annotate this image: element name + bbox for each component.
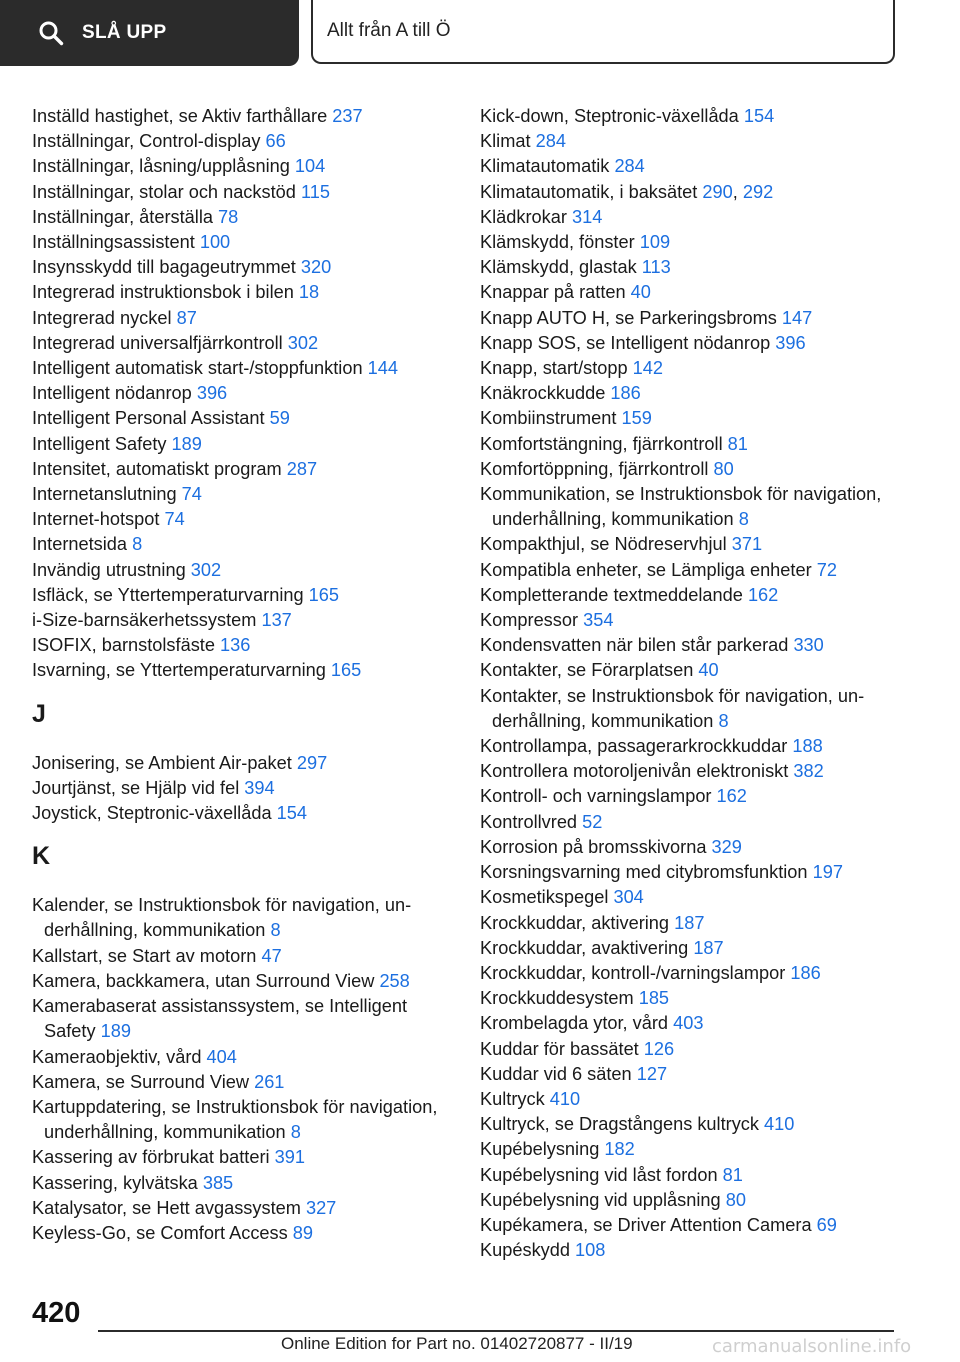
index-term: Katalysator, se Hett avgassystem [32, 1197, 306, 1218]
index-term: Isfläck, se Yttertemperaturvarning [32, 584, 309, 605]
page-link[interactable]: 258 [379, 970, 410, 991]
page-link[interactable]: 188 [792, 736, 823, 757]
index-term: Kallstart, se Start av motorn [32, 945, 262, 966]
index-term: Kontakter, se Instruktionsbok för navigation, underhållning, kommunikation [480, 685, 865, 731]
page-link[interactable]: 410 [764, 1114, 795, 1135]
page-link[interactable]: 59 [269, 408, 290, 429]
index-entry [480, 810, 900, 835]
index-entry [32, 1045, 442, 1070]
index-term: Kupékamera, se Driver Attention Camera [480, 1214, 817, 1235]
index-entry [480, 432, 900, 457]
page-link[interactable]: 87 [176, 307, 197, 328]
index-entry [32, 1145, 442, 1170]
index-term: Kuddar vid 6 säten [480, 1063, 637, 1084]
page-link[interactable]: 113 [641, 257, 671, 278]
page-link[interactable]: 127 [636, 1063, 668, 1084]
index-term: Isvarning, se Yttertemperaturvarning [32, 660, 331, 681]
page-link[interactable]: 261 [254, 1071, 285, 1092]
index-term: Intelligent automatisk start-/stoppfunktion [32, 358, 368, 379]
index-term: Kontroll- och varningslampor [480, 786, 717, 807]
index-term: Klimat [480, 131, 536, 152]
page-link[interactable]: 396 [775, 332, 806, 353]
index-term: Kompressor [480, 610, 584, 631]
index-term: Kontrollera motoroljenivån elektroniskt [480, 761, 794, 782]
index-entry [32, 532, 442, 557]
index-group-i [32, 104, 442, 684]
index-term: Joystick, Steptronic-växellåda [32, 803, 277, 824]
index-entry [480, 986, 900, 1011]
page-link[interactable]: 292 [742, 181, 774, 202]
index-term: Kameraobjektiv, vård [32, 1046, 207, 1067]
index-entry [32, 658, 442, 683]
index-term: Korsningsvarning med citybromsfunktion [480, 862, 813, 883]
index-entry [480, 532, 900, 557]
page-link[interactable]: 187 [693, 937, 724, 958]
index-entry [32, 583, 442, 608]
page-link[interactable]: 197 [812, 862, 843, 883]
page-link[interactable]: 304 [613, 887, 644, 908]
index-term: Klädkrokar [480, 206, 572, 227]
index-entry [32, 356, 442, 381]
page-link[interactable]: 40 [698, 660, 719, 681]
page-link[interactable]: 185 [638, 988, 670, 1009]
index-term: Invändig utrustning [32, 559, 191, 580]
section-letter-k: K [32, 842, 51, 871]
section-title[interactable]: Allt från A till Ö [311, 0, 895, 64]
page-link[interactable]: 284 [614, 156, 645, 177]
page-separator: , [732, 181, 743, 202]
index-term: Kultryck [480, 1088, 550, 1109]
index-term: ISOFIX, barnstolsfäste [32, 635, 221, 656]
index-entry [480, 205, 900, 230]
page-link[interactable]: 159 [621, 408, 652, 429]
index-term: Knäkrockkudde [480, 383, 611, 404]
index-term: Inställningar, Control-display [32, 131, 266, 152]
index-term: Kassering, kylvätska [32, 1172, 203, 1193]
index-term: Internetsida [32, 534, 133, 555]
page-link[interactable]: 165 [330, 660, 362, 681]
index-group-j [32, 751, 442, 827]
index-entry [480, 331, 900, 356]
index-entry [480, 1137, 900, 1162]
index-entry [480, 1087, 900, 1112]
index-entry [32, 633, 442, 658]
index-entry [480, 104, 900, 129]
index-entry [480, 684, 900, 734]
page-link[interactable]: 69 [816, 1214, 837, 1235]
index-term: Kuddar för bassätet [480, 1038, 644, 1059]
index-term: Jourtjänst, se Hjälp vid fel [32, 777, 245, 798]
index-entry [480, 860, 900, 885]
page-link[interactable]: 144 [367, 358, 398, 379]
index-term: Kondensvatten när bilen står parkerad [480, 635, 794, 656]
page-link[interactable]: 287 [286, 458, 318, 479]
index-term: Inställningar, låsning/upplåsning [32, 156, 295, 177]
index-term: Integrerad universalfjärrkontroll [32, 332, 288, 353]
index-entry [480, 1112, 900, 1137]
index-entry [480, 734, 900, 759]
page-link[interactable]: 186 [610, 383, 641, 404]
index-entry [32, 507, 442, 532]
page-link[interactable]: 182 [604, 1139, 635, 1160]
search-label: SLÅ UPP [82, 22, 167, 43]
page-link[interactable]: 8 [738, 509, 749, 530]
page-link[interactable]: 314 [572, 206, 603, 227]
page-link[interactable]: 162 [747, 584, 779, 605]
edition-info: Online Edition for Part no. 01402720877 - II/19 [281, 1334, 633, 1353]
page-link[interactable]: 404 [206, 1046, 237, 1067]
page-link[interactable]: 327 [305, 1197, 337, 1218]
index-term: Jonisering, se Ambient Air-paket [32, 752, 297, 773]
index-term: Intelligent nödanrop [32, 383, 197, 404]
index-entry [480, 129, 900, 154]
index-entry [32, 558, 442, 583]
index-term: Insynsskydd till bagageutrymmet [32, 257, 301, 278]
index-term: Knapp SOS, se Intelligent nödanrop [480, 332, 776, 353]
index-entry [32, 129, 442, 154]
index-entry [480, 1213, 900, 1238]
index-entry [480, 759, 900, 784]
page-link[interactable]: 142 [632, 358, 664, 379]
page-link[interactable]: 330 [793, 635, 824, 656]
index-entry [480, 381, 900, 406]
index-term: Kultryck, se Dragstångens kultryck [480, 1114, 765, 1135]
index-entry [32, 1070, 442, 1095]
page-link[interactable]: 147 [781, 307, 813, 328]
index-entry [480, 1037, 900, 1062]
index-term: Klämskydd, fönster [480, 232, 640, 253]
index-term: Kupébelysning [480, 1139, 605, 1160]
index-term: Krockkuddar, kontroll-/varningslampor [480, 962, 791, 983]
page-link[interactable]: 385 [202, 1172, 234, 1193]
index-entry [480, 1062, 900, 1087]
index-entry [32, 154, 442, 179]
index-term: Krombelagda ytor, vård [480, 1013, 674, 1034]
page-link[interactable]: 189 [171, 433, 202, 454]
index-term: Intelligent Personal Assistant [32, 408, 270, 429]
page-link[interactable]: 396 [196, 383, 228, 404]
index-entry [32, 331, 442, 356]
page-link[interactable]: 189 [100, 1021, 131, 1042]
index-term: Integrerad nyckel [32, 307, 177, 328]
index-entry [480, 306, 900, 331]
top-bar [0, 0, 960, 66]
index-term: i-Size-barnsäkerhetssystem [32, 610, 262, 631]
page-link[interactable]: 104 [294, 156, 326, 177]
index-term: Intensitet, automatiskt program [32, 458, 287, 479]
index-term: Knapp AUTO H, se Parkeringsbroms [480, 307, 782, 328]
page-link[interactable]: 115 [300, 181, 330, 202]
page-link[interactable]: 284 [535, 131, 566, 152]
index-entry [480, 230, 900, 255]
index-term: Keyless-Go, se Comfort Access [32, 1222, 293, 1243]
page-link[interactable]: 165 [308, 584, 339, 605]
page-link[interactable]: 382 [793, 761, 824, 782]
index-term: Inställningar, återställa [32, 206, 219, 227]
index-entry [32, 751, 442, 776]
index-term: Krockkuddar, avaktivering [480, 937, 694, 958]
index-entry [480, 885, 900, 910]
page-link[interactable]: 52 [582, 811, 603, 832]
index-term: Kassering av förbrukat batteri [32, 1147, 275, 1168]
page-link[interactable]: 136 [220, 635, 251, 656]
index-entry [32, 104, 442, 129]
page-link[interactable]: 320 [300, 257, 332, 278]
watermark: carmanualsonline.info [712, 1336, 912, 1357]
index-entry [480, 911, 900, 936]
index-entry [32, 306, 442, 331]
index-term: Kamera, se Surround View [32, 1071, 255, 1092]
page-link[interactable]: 81 [727, 433, 748, 454]
page-link[interactable]: 109 [639, 232, 671, 253]
index-term: Inställningsassistent [32, 232, 200, 253]
index-entry [32, 608, 442, 633]
page-link[interactable]: 40 [630, 282, 651, 303]
index-entry [32, 457, 442, 482]
page-link[interactable]: 89 [292, 1222, 314, 1243]
page-link[interactable]: 354 [583, 610, 614, 631]
index-entry [480, 356, 900, 381]
page-link[interactable]: 371 [731, 534, 763, 555]
section-letter-j: J [32, 699, 46, 728]
index-entry [480, 583, 900, 608]
index-entry [480, 1011, 900, 1036]
page-link[interactable]: 80 [713, 458, 734, 479]
index-entry [480, 1238, 900, 1263]
index-term: Internet-hotspot [32, 509, 165, 530]
index-entry [480, 633, 900, 658]
index-entry [480, 154, 900, 179]
page-link[interactable]: 187 [674, 912, 705, 933]
page-link[interactable]: 394 [244, 777, 275, 798]
page-link[interactable]: 391 [274, 1147, 305, 1168]
index-entry [480, 406, 900, 431]
index-term: Kamera, backkamera, utan Surround View [32, 970, 380, 991]
index-entry [32, 1196, 442, 1221]
page-link[interactable]: 74 [164, 509, 185, 530]
index-term: Kompletterande textmeddelande [480, 584, 748, 605]
index-term: Kommunikation, se Instruktionsbok för navigation, underhållning, kommunikation [480, 484, 882, 530]
index-entry [480, 1163, 900, 1188]
page-link[interactable]: 137 [261, 610, 292, 631]
index-term: Inställningar, stolar och nackstöd [32, 181, 301, 202]
index-term: Kombiinstrument [480, 408, 622, 429]
index-term: Klämskydd, glastak [480, 257, 642, 278]
index-entry [480, 558, 900, 583]
page-link[interactable]: 8 [132, 534, 143, 555]
index-term: Klimatautomatik, i baksätet [480, 181, 703, 202]
index-term: Knappar på ratten [480, 282, 631, 303]
footer-divider [98, 1330, 894, 1332]
page-link[interactable]: 410 [549, 1088, 581, 1109]
index-entry [32, 969, 442, 994]
index-entry [32, 280, 442, 305]
page-link[interactable]: 100 [199, 232, 231, 253]
page-link[interactable]: 329 [711, 836, 742, 857]
index-term: Knapp, start/stopp [480, 358, 633, 379]
page-link[interactable]: 66 [265, 131, 286, 152]
index-group-k [32, 893, 442, 1246]
page-link[interactable]: 80 [725, 1189, 746, 1210]
index-term: Krockkuddesystem [480, 988, 639, 1009]
index-entry [32, 180, 442, 205]
index-entry [480, 961, 900, 986]
index-term: Komfortöppning, fjärrkontroll [480, 458, 714, 479]
search-icon [38, 20, 64, 46]
page-link[interactable]: 78 [218, 206, 239, 227]
index-entry [480, 1188, 900, 1213]
index-column-left [32, 104, 442, 1246]
index-term: Komfortstängning, fjärrkontroll [480, 433, 728, 454]
index-entry [32, 1221, 442, 1246]
page-link[interactable]: 81 [722, 1164, 743, 1185]
index-term: Kamerabaserat assistanssystem, se Intelligent Safety [32, 996, 408, 1042]
index-entry [480, 255, 900, 280]
index-entry [32, 994, 442, 1044]
page-link[interactable]: 74 [181, 484, 202, 505]
index-entry [480, 658, 900, 683]
index-entry [480, 180, 900, 205]
index-term: Kosmetikspegel [480, 887, 614, 908]
index-term: Kupébelysning vid låst fordon [480, 1164, 723, 1185]
page-link[interactable]: 154 [276, 803, 307, 824]
index-entry [480, 784, 900, 809]
index-term: Kontakter, se Förarplatsen [480, 660, 699, 681]
page-link[interactable]: 302 [287, 332, 319, 353]
index-term: Internetanslutning [32, 484, 182, 505]
index-entry [32, 1171, 442, 1196]
page-link[interactable]: 162 [716, 786, 747, 807]
index-entry [32, 1095, 442, 1145]
page-link[interactable]: 18 [298, 282, 320, 303]
index-term: Kalender, se Instruktionsbok för navigation, underhållning, kommunikation [32, 895, 412, 941]
index-term: Kontrollvred [480, 811, 583, 832]
index-term: Kupébelysning vid upplåsning [480, 1189, 726, 1210]
index-entry [480, 280, 900, 305]
page-link[interactable]: 290 [702, 181, 733, 202]
page-number: 420 [32, 1297, 81, 1329]
index-entry [32, 944, 442, 969]
index-term: Kick-down, Steptronic-växellåda [480, 106, 744, 126]
index-term: Kompatibla enheter, se Lämpliga enheter [480, 559, 817, 580]
index-term: Kompakthjul, se Nödreservhjul [480, 534, 732, 555]
page-link[interactable]: 108 [575, 1240, 606, 1261]
index-entry [480, 482, 900, 532]
index-entry [480, 936, 900, 961]
page-link[interactable]: 47 [261, 945, 282, 966]
index-entry [32, 230, 442, 255]
page-link[interactable]: 72 [816, 559, 837, 580]
index-entry [32, 381, 442, 406]
page-link[interactable]: 8 [718, 710, 729, 731]
index-entry [32, 482, 442, 507]
index-entry [480, 608, 900, 633]
index-entry [32, 406, 442, 431]
index-entry [32, 205, 442, 230]
page-link[interactable]: 8 [270, 920, 281, 941]
index-term: Krockkuddar, aktivering [480, 912, 675, 933]
search-button[interactable] [0, 0, 299, 66]
page-link[interactable]: 154 [743, 106, 775, 126]
index-term: Kartuppdatering, se Instruktionsbok för navigation, underhållning, kommunikation [32, 1096, 438, 1143]
index-term: Kontrollampa, passagerarkrockkuddar [480, 736, 793, 757]
index-entry [32, 432, 442, 457]
page-link[interactable]: 403 [673, 1013, 704, 1034]
index-entry [480, 835, 900, 860]
index-term: Intelligent Safety [32, 433, 172, 454]
page-link[interactable]: 302 [190, 559, 222, 580]
index-entry [32, 893, 442, 943]
index-term: Integrerad instruktionsbok i bilen [32, 282, 299, 303]
index-term: Klimatautomatik [480, 156, 615, 177]
page-link[interactable]: 237 [332, 106, 363, 126]
page-link[interactable]: 297 [296, 752, 328, 773]
page-link[interactable]: 186 [790, 962, 821, 983]
page-link[interactable]: 126 [643, 1038, 675, 1059]
index-term: Kupéskydd [480, 1240, 576, 1261]
index-group-k-continued [480, 104, 900, 1263]
index-entry [32, 255, 442, 280]
index-column-right [480, 104, 900, 1263]
index-term: Inställd hastighet, se Aktiv farthållare [32, 106, 333, 126]
index-term: Korrosion på bromsskivorna [480, 836, 712, 857]
index-entry [32, 801, 442, 826]
index-entry [32, 776, 442, 801]
page-link[interactable]: 8 [290, 1122, 301, 1143]
index-entry [480, 457, 900, 482]
